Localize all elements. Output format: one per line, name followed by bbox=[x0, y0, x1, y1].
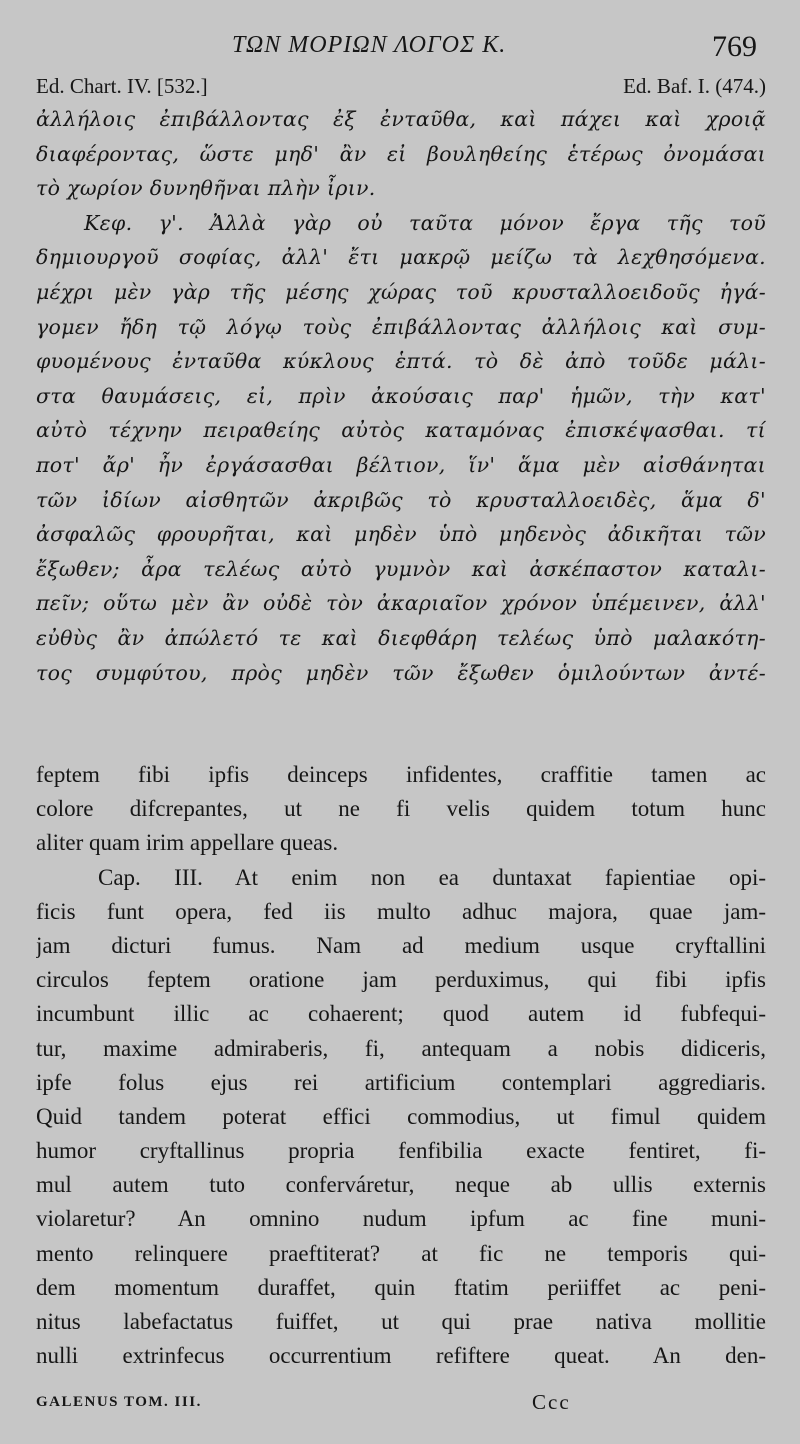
greek-line: ἀσφαλῶς φρουρῆται, καὶ μηδὲν ὑπὸ μηδενὸς ἀδικῆται τῶν bbox=[36, 522, 766, 547]
latin-line: dem momentum duraffet, quin ftatim periiffet ac peni- bbox=[36, 1274, 766, 1300]
latin-line: mento relinquere praeftiterat? at fic ne temporis qui- bbox=[36, 1240, 766, 1266]
latin-line: jam dicturi fumus. Nam ad medium usque cryftallini bbox=[36, 932, 766, 958]
greek-line: στα θαυμάσεις, εἰ, πρὶν ἀκούσαις παρ' ἡμῶν, τὴν κατ' bbox=[36, 383, 766, 408]
latin-line: aliter quam irim appellare queas. bbox=[36, 830, 339, 856]
latin-line: mul autem tuto conferváretur, neque ab ullis externis bbox=[36, 1172, 766, 1198]
latin-line: tur, maxime admiraberis, fi, antequam a nobis didiceris, bbox=[36, 1035, 766, 1061]
greek-line: εὐθὺς ἂν ἀπώλετό τε καὶ διεφθάρη τελέως ὑπὸ μαλακότη- bbox=[36, 625, 766, 650]
latin-line: nitus labefactatus fuiffet, ut qui prae nativa mollitie bbox=[36, 1309, 766, 1334]
latin-line: colore difcrepantes, ut ne fi velis quidem totum hunc bbox=[36, 796, 766, 822]
greek-line: τος συμφύτου, πρὸς μηδὲν τῶν ἔξωθεν ὁμιλούντων ἀντέ- bbox=[36, 660, 766, 685]
latin-line: circulos feptem oratione jam perduximus, qui fibi ipfis bbox=[36, 967, 766, 993]
greek-line: διαφέροντας, ὥστε μηδ' ἂν εἰ βουληθείης ἑτέρως ὀνομάσαι bbox=[36, 141, 766, 166]
latin-line: nulli extrinfecus occurrentium refiftere queat. An den- bbox=[36, 1343, 766, 1369]
latin-line: humor cryftallinus propria fenfibilia exacte fentiret, fi- bbox=[36, 1138, 766, 1164]
greek-text-block bbox=[36, 102, 766, 690]
edition-reference-chart: Ed. Chart. IV. [532.] bbox=[36, 74, 208, 98]
edition-reference-basel: Ed. Baf. I. (474.) bbox=[623, 74, 766, 98]
latin-line: ficis funt opera, fed iis multo adhuc majora, quae jam- bbox=[36, 898, 766, 924]
greek-line: τῶν ἰδίων αἰσθητῶν ἀκριβῶς τὸ κρυσταλλοειδὲς, ἅμα δ' bbox=[36, 487, 766, 512]
greek-line: τὸ χωρίον δυνηθῆναι πλὴν ἶριν. bbox=[36, 176, 376, 201]
latin-line: violaretur? An omnino nudum ipfum ac fine muni- bbox=[36, 1206, 766, 1232]
greek-line: γομεν ἤδη τῷ λόγῳ τοὺς ἐπιβάλλοντας ἀλλήλοις καὶ συμ- bbox=[36, 314, 766, 339]
greek-line: πεῖν; οὕτω μὲν ἂν οὐδὲ τὸν ἀκαριαῖον χρόνον ὑπέμεινεν, ἀλλ' bbox=[36, 591, 766, 616]
latin-line: incumbunt illic ac cohaerent; quod autem id fubfequi- bbox=[36, 1001, 766, 1027]
running-head bbox=[0, 26, 800, 66]
page-number: 769 bbox=[712, 30, 757, 63]
latin-text-block bbox=[36, 758, 766, 1373]
edition-reference-line bbox=[36, 74, 766, 102]
running-title: ΤΩΝ ΜΟΡΙΩΝ ΛΟΓΟΣ Κ. bbox=[232, 32, 507, 58]
greek-line: αὐτὸ τέχνην πειραθείης αὐτὸς καταμόνας ἐπισκέψασθαι. τί bbox=[36, 418, 766, 443]
greek-line: μέχρι μὲν γὰρ τῆς μέσης χώρας τοῦ κρυσταλλοειδοῦς ἠγά- bbox=[36, 279, 766, 304]
page-footer bbox=[36, 1390, 766, 1420]
footer-signature-mark: Ccc bbox=[532, 1390, 571, 1414]
latin-line: Quid tandem poterat effici commodius, ut fimul quidem bbox=[36, 1103, 766, 1129]
greek-line: ἔξωθεν; ἆρα τελέως αὐτὸ γυμνὸν καὶ ἀσκέπαστον καταλι- bbox=[36, 556, 766, 581]
greek-line: δημιουργοῦ σοφίας, ἀλλ' ἔτι μακρῷ μείζω τὰ λεχθησόμενα. bbox=[36, 245, 766, 270]
latin-line: ipfe folus ejus rei artificium contemplari aggrediaris. bbox=[36, 1069, 766, 1095]
greek-line: ἀλλήλοις ἐπιβάλλοντας ἐξ ἐνταῦθα, καὶ πάχει καὶ χροιᾷ bbox=[36, 107, 766, 131]
footer-signature-title: GALENUS TOM. III. bbox=[36, 1394, 202, 1410]
latin-line: feptem fibi ipfis deinceps infidentes, craffitie tamen ac bbox=[36, 762, 766, 787]
greek-line: ποτ' ἄρ' ἦν ἐργάσασθαι βέλτιον, ἵν' ἅμα μὲν αἰσθάνηται bbox=[36, 452, 766, 477]
greek-line: φυομένους ἐνταῦθα κύκλους ἑπτά. τὸ δὲ ἀπὸ τοῦδε μάλι- bbox=[36, 349, 766, 374]
latin-chapter-heading-line: Cap. III. At enim non ea duntaxat fapientiae opi- bbox=[98, 864, 766, 890]
greek-chapter-heading-line: Κεφ. γ'. Ἀλλὰ γὰρ οὐ ταῦτα μόνον ἔργα τῆς τοῦ bbox=[84, 210, 766, 235]
